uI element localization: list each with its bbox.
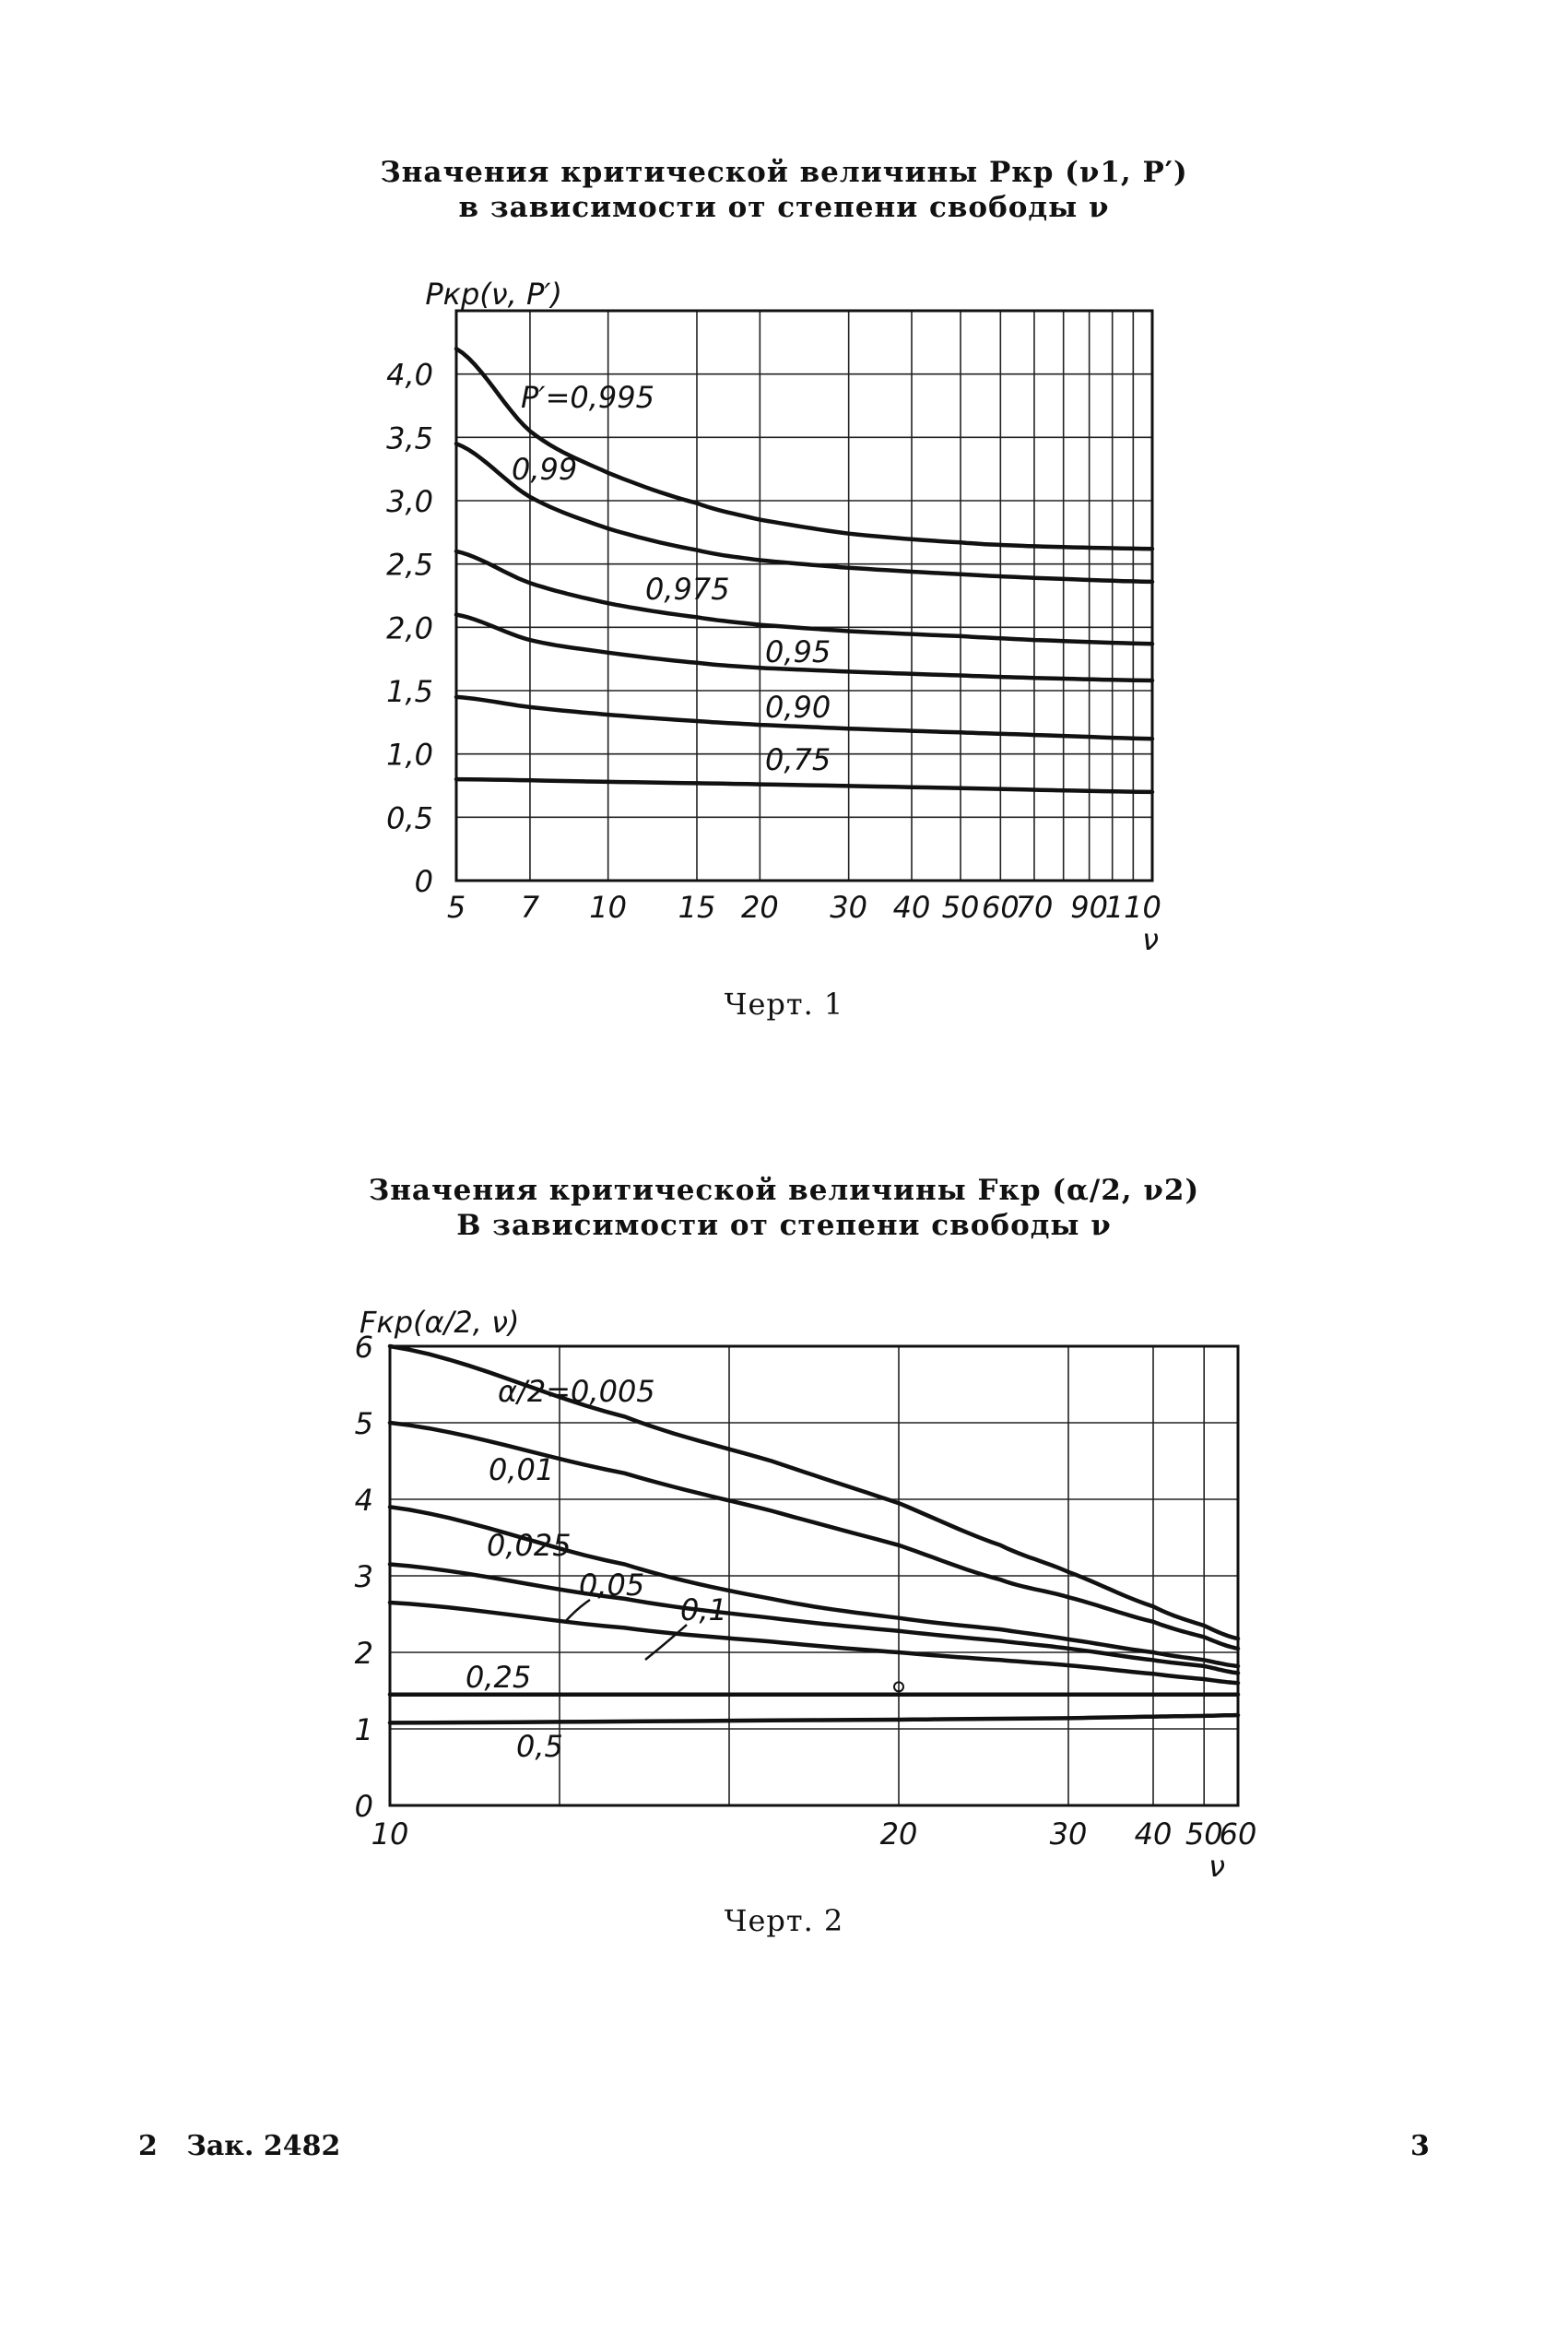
chart1-caption: Черт. 1 — [724, 987, 844, 1022]
chart2-series-label: α/2=0,005 — [498, 1374, 655, 1409]
chart1-title-line2: в зависимости от степени свободы ν — [458, 191, 1110, 224]
chart2-title-line1: Значения критической величины Fкр (α/2, ν2) — [368, 1174, 1200, 1207]
chart1-x-tick-label: 110 — [1104, 890, 1161, 925]
chart1-x-axis-label: ν — [1142, 922, 1159, 957]
chart1-series-label: 0,99 — [512, 452, 578, 487]
chart1-x-tick-label: 30 — [830, 890, 868, 925]
footer-order-number: Зак. 2482 — [186, 2130, 341, 2162]
chart2-x-tick-label: 50 — [1185, 1816, 1223, 1852]
chart2-series-label: 0,01 — [489, 1452, 555, 1487]
chart1-y-tick-label: 2,5 — [386, 547, 433, 583]
chart1-x-tick-label: 10 — [589, 890, 628, 925]
chart2-series-label: 0,1 — [680, 1592, 727, 1627]
chart1-x-tick-label: 50 — [941, 890, 980, 925]
chart1-y-tick-label: 4,0 — [386, 357, 433, 393]
chart2-x-tick-label: 20 — [879, 1816, 918, 1852]
chart1-x-tick-label: 20 — [740, 890, 779, 925]
chart2-x-axis-label: ν — [1208, 1849, 1225, 1884]
chart2-y-tick-label: 4 — [354, 1483, 373, 1518]
chart2-x-tick-label: 40 — [1134, 1816, 1173, 1852]
chart1-y-tick-label: 2,0 — [386, 610, 433, 646]
footer-left — [138, 2130, 340, 2162]
chart2-caption: Черт. 2 — [724, 1903, 844, 1938]
chart1-y-axis-label: Pкр(ν, P′) — [425, 277, 562, 312]
page-number: 3 — [1410, 2130, 1430, 2162]
chart2-y-tick-label: 2 — [354, 1636, 373, 1671]
chart1-y-tick-label: 1,5 — [386, 674, 433, 709]
chart1-x-tick-label: 5 — [446, 890, 466, 925]
chart1-series-label: 0,90 — [765, 690, 831, 725]
chart2-title-line2: В зависимости от степени свободы ν — [456, 1209, 1112, 1242]
chart2-y-axis-label: Fкр(α/2, ν) — [360, 1305, 520, 1340]
chart2-x-tick-label: 60 — [1219, 1816, 1257, 1852]
chart1-series-label: 0,975 — [645, 572, 730, 607]
chart2-series-label: 0,25 — [466, 1660, 532, 1695]
chart1-x-tick-label: 70 — [1015, 890, 1054, 925]
chart2-series-line — [390, 1565, 1238, 1674]
chart2-y-tick-label: 6 — [354, 1330, 373, 1365]
chart1-x-tick-label: 40 — [892, 890, 931, 925]
chart1-y-tick-label: 3,5 — [386, 420, 433, 456]
chart1-y-tick-label: 0 — [414, 864, 433, 899]
chart2-series-label: 0,05 — [579, 1568, 645, 1603]
chart2-series-label: 0,025 — [487, 1528, 572, 1563]
chart2-y-tick-label: 5 — [354, 1406, 373, 1441]
chart2-series-line — [390, 1715, 1238, 1722]
chart2-x-tick-label: 30 — [1049, 1816, 1088, 1852]
chart1-series-label: 0,95 — [765, 634, 831, 669]
chart1-x-tick-label: 60 — [981, 890, 1020, 925]
chart1-series-label: P′=0,995 — [521, 380, 654, 415]
footer-sheet-number: 2 — [138, 2130, 158, 2162]
chart2-x-tick-label: 10 — [371, 1816, 409, 1852]
chart1-y-tick-label: 1,0 — [386, 737, 433, 773]
chart2-leader-005 — [564, 1600, 590, 1623]
chart1-x-tick-label: 90 — [1070, 890, 1109, 925]
chart2-y-tick-label: 1 — [354, 1712, 373, 1747]
chart2-y-tick-label: 3 — [354, 1559, 373, 1594]
chart1-x-tick-label: 15 — [678, 890, 716, 925]
chart1-title-line1: Значения критической величины Pкр (ν1, P′) — [380, 156, 1188, 189]
chart2-series-label: 0,5 — [516, 1729, 563, 1764]
chart2-y-tick-label: 0 — [354, 1789, 373, 1824]
chart1-x-tick-label: 7 — [520, 890, 540, 925]
chart1-series-label: 0,75 — [765, 742, 831, 777]
chart1-y-tick-label: 0,5 — [386, 800, 433, 836]
chart1-y-tick-label: 3,0 — [386, 484, 433, 519]
